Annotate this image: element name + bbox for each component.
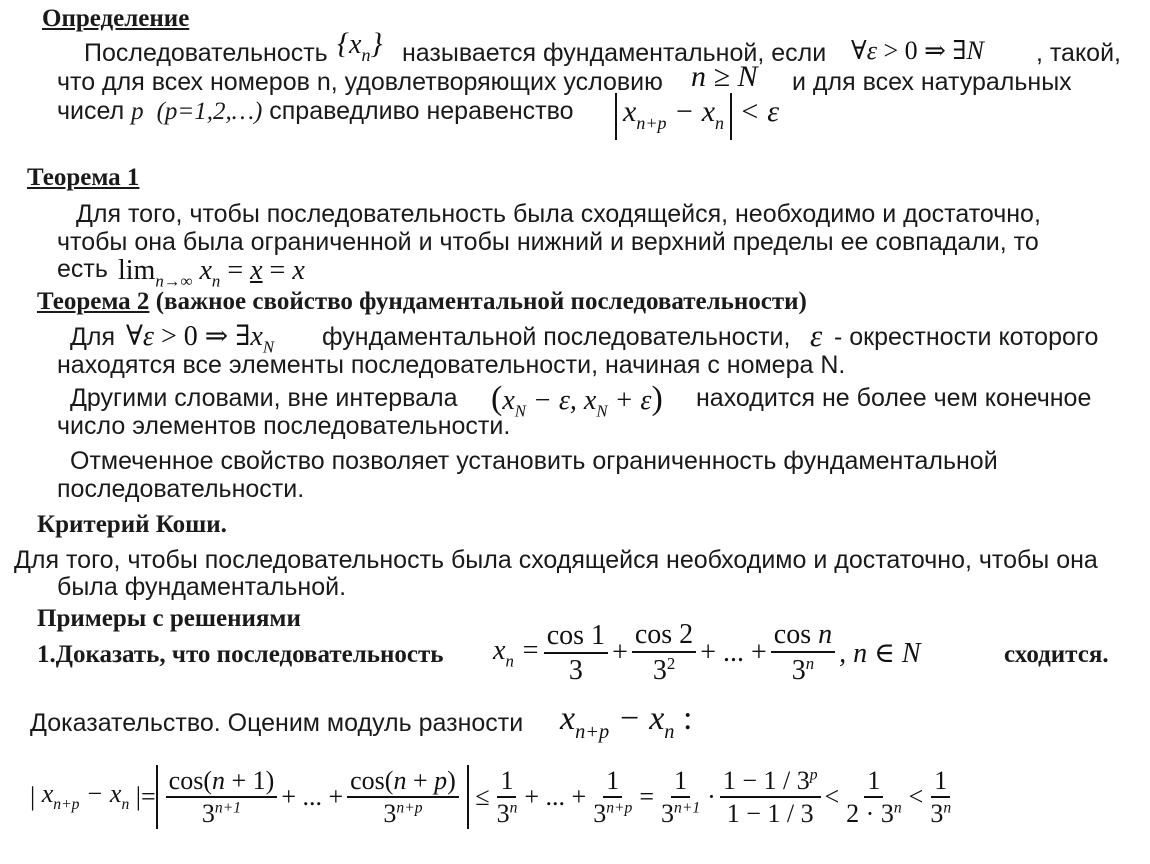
- cauchy-line-1: Для того, чтобы последовательность была сходящейся необходимо и достаточно, чтобы она: [14, 546, 1098, 574]
- theorem1-line-3: есть: [57, 255, 108, 283]
- theorem1-line-1: Для того, чтобы последовательность была сходящейся, необходимо и достаточно,: [76, 200, 1041, 228]
- cauchy-line-2: была фундаментальной.: [57, 573, 347, 601]
- theorem2-note: (важное свойство фундаментальной последовательности): [155, 288, 807, 315]
- cauchy-heading: Критерий Коши.: [37, 511, 227, 538]
- interval-formula: ($x_N - \varepsilon$, $x_N + \varepsilon$): [491, 380, 663, 421]
- theorem2-heading: [37, 287, 807, 317]
- definition-text: Последовательность: [84, 39, 328, 67]
- theorem2-text-fundamental: фундаментальной последовательности,: [322, 323, 791, 351]
- theorem2-line-2: находятся все элементы последовательности, начиная с номера N.: [57, 351, 846, 379]
- quantifier-formula: ∀ε > 0 ⇒ ∃N: [851, 36, 984, 65]
- definition-line-2: что для всех номеров n, удовлетворяющих условию: [57, 68, 663, 96]
- theorem2-quantifier-formula: ∀ε > 0 ⇒ $\exists x_N$: [126, 321, 275, 357]
- definition-text-2: называется фундаментальной, если: [402, 39, 827, 67]
- theorem2-finite-text: находится не более чем конечное: [696, 384, 1092, 412]
- theorem2-text-neighborhood: - окрестности которого: [834, 323, 1099, 351]
- proof-text: Доказательство. Оценим модуль разности: [30, 709, 524, 737]
- p-values: (p=1,2,…): [156, 98, 263, 125]
- estimate-formula: | $x_{n+p} - x_n$ |= $\frac{\cos(n + 1)}{3^{n+1}}$ + ... + $\frac{\cos(n + p)}{3^{n+p}}$ ≤ $\frac{1}{3^n}$ + ... + $\frac{1}{3^{n+p}}$ = $\frac{1}{3^{n+1}}$ · $\frac{1 - 1 / 3^p}{1 - 1 / 3}$ < $\frac{1}{2 \cdot 3^n}$ < $\frac{1}{3^n}$: [30, 765, 952, 828]
- theorem2-line-5: Отмеченное свойство позволяет установить ограниченность фундаментальной: [70, 447, 998, 475]
- p-variable: p: [131, 98, 144, 125]
- theorem2-line-4: число элементов последовательности.: [57, 412, 511, 440]
- example1-label: 1.Доказать, что последовательность: [37, 641, 444, 668]
- definition-text-3: , такой,: [1036, 39, 1121, 67]
- cauchy-inequality-formula: $x_{n+p} - x_n < \varepsilon$: [615, 93, 779, 140]
- sequence-xn-formula: $\{x_n\}$: [337, 27, 383, 66]
- definition-text-chisel: чисел: [57, 97, 125, 125]
- difference-formula: $x_{n+p} - x_n$ :: [560, 700, 693, 744]
- n-geq-N-formula: n ≥ N: [691, 60, 758, 93]
- example1-converges: сходится.: [1004, 641, 1109, 668]
- theorem1-heading: Теорема 1: [27, 164, 140, 191]
- definition-line-2b: и для всех натуральных: [792, 68, 1072, 96]
- theorem2-title: Теорема 2: [37, 288, 150, 315]
- example1-sequence-formula: $x_n$ = $\frac{\cos 1}{3}$ + $\frac{\cos 2}{3^2}$ + ... + $\frac{\text{cos n}}{3^n}$ , n ∈ N: [493, 619, 921, 687]
- epsilon-symbol: ε: [810, 318, 823, 353]
- theorem2-other-words: Другими словами, вне интервала: [70, 384, 458, 412]
- theorem1-line-2: чтобы она была ограниченной и чтобы нижний и верхний пределы ее совпадали, то: [57, 228, 1039, 256]
- examples-heading: Примеры с решениями: [37, 605, 301, 632]
- definition-heading: Определение: [42, 5, 190, 32]
- definition-text-inequality: справедливо неравенство: [269, 97, 574, 125]
- definition-line-1: [84, 38, 328, 68]
- theorem2-line-6: последовательности.: [57, 475, 305, 503]
- theorem2-text-for: Для: [70, 323, 116, 351]
- limit-formula: $\lim_{n\to\infty} x_n = x = x$: [118, 255, 305, 291]
- definition-line-3: [57, 96, 574, 127]
